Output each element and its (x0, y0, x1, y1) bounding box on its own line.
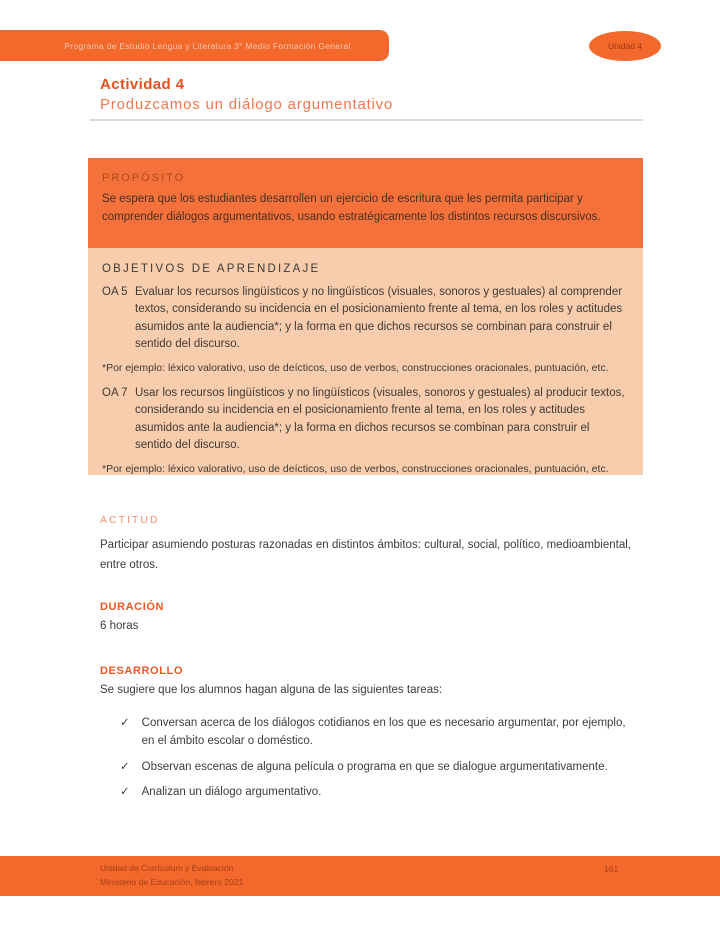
objetivos-box (88, 248, 643, 475)
oa-text: Evaluar los recursos lingüísticos y no lingüísticos (visuales, sonoros y gestuales) al comprender textos, considerando su incidencia en el posicionamiento frente al tema, en los roles y actitudes asumidos ante la audiencia*; y la forma en que dichos recursos se combinan para construir el sentido del discurso. (135, 286, 623, 350)
oa-footnote: *Por ejemplo: léxico valorativo, uso de deícticos, uso de verbos, construcciones oracionales, puntuación, etc. (102, 362, 609, 374)
activity-subtitle: Produzcamos un diálogo argumentativo (100, 96, 394, 113)
task-text: Analizan un diálogo argumentativo. (141, 786, 322, 799)
duracion-section (100, 601, 164, 632)
proposito-label: PROPÓSITO (102, 172, 186, 184)
duracion-label: DURACIÓN (100, 601, 165, 613)
footer-credits (100, 862, 243, 889)
desarrollo-intro: Se sugiere que los alumnos hagan alguna de las siguientes tareas: (100, 684, 443, 696)
actitud-text: Participar asumiendo posturas razonadas en distintos ámbitos: cultural, social, político, medioambiental, entre otros. (100, 539, 631, 572)
title-block (100, 76, 393, 113)
oa-code: OA 5 (102, 286, 128, 298)
checkmark-icon: ✓ (120, 786, 130, 799)
unit-badge-label: Unidad 4 (607, 41, 643, 51)
oa-item (102, 284, 625, 353)
oa-code: OA 7 (102, 387, 128, 399)
task-item (120, 783, 633, 801)
proposito-box (88, 158, 643, 248)
program-title: Programa de Estudio Lengua y Literatura 3° Medio Formación General (64, 40, 351, 51)
proposito-text: Se espera que los estudiantes desarrollen un ejercicio de escritura que les permita participar y comprender diálogos argumentativos, usando estratégicamente los distintos recursos discursivos. (102, 193, 601, 223)
desarrollo-label: DESARROLLO (100, 665, 183, 677)
duracion-value: 6 horas (100, 620, 139, 632)
title-divider (90, 119, 643, 121)
task-text: Observan escenas de alguna película o programa en que se dialogue argumentativamente. (141, 760, 608, 773)
oa-footnote: *Por ejemplo: léxico valorativo, uso de deícticos, uso de verbos, construcciones oracionales, puntuación, etc. (102, 463, 609, 475)
checkmark-icon: ✓ (120, 760, 130, 773)
checkmark-icon: ✓ (120, 717, 130, 729)
header-band (0, 30, 389, 61)
actitud-label: ACTITUD (100, 514, 160, 526)
unit-badge (589, 31, 661, 61)
oa-item (102, 385, 625, 454)
task-text: Conversan acerca de los diálogos cotidianos en los que es necesario argumentar, por ejemplo, en el ámbito escolar o doméstico. (141, 717, 626, 748)
actitud-section (100, 514, 631, 575)
oa-text: Usar los recursos lingüísticos y no lingüísticos (visuales, sonoros y gestuales) al producir textos, considerando su incidencia en el posicionamiento frente al tema, en los roles y actitudes asumidos ante la audiencia*; y la forma en dichos recursos se combinan para construir el sentido del discurso. (135, 387, 625, 451)
footer-line1: Unidad de Currículum y Evaluación (100, 863, 234, 873)
task-item (120, 714, 633, 751)
task-item (120, 758, 633, 776)
page-number: 161 (604, 864, 619, 874)
task-list (100, 714, 633, 802)
footer-band (0, 856, 720, 896)
objetivos-label: OBJETIVOS DE APRENDIZAJE (102, 263, 321, 275)
desarrollo-section (100, 665, 633, 809)
activity-title: Actividad 4 (100, 76, 185, 93)
footer-line2: Ministerio de Educación, febrero 2021 (100, 876, 244, 887)
